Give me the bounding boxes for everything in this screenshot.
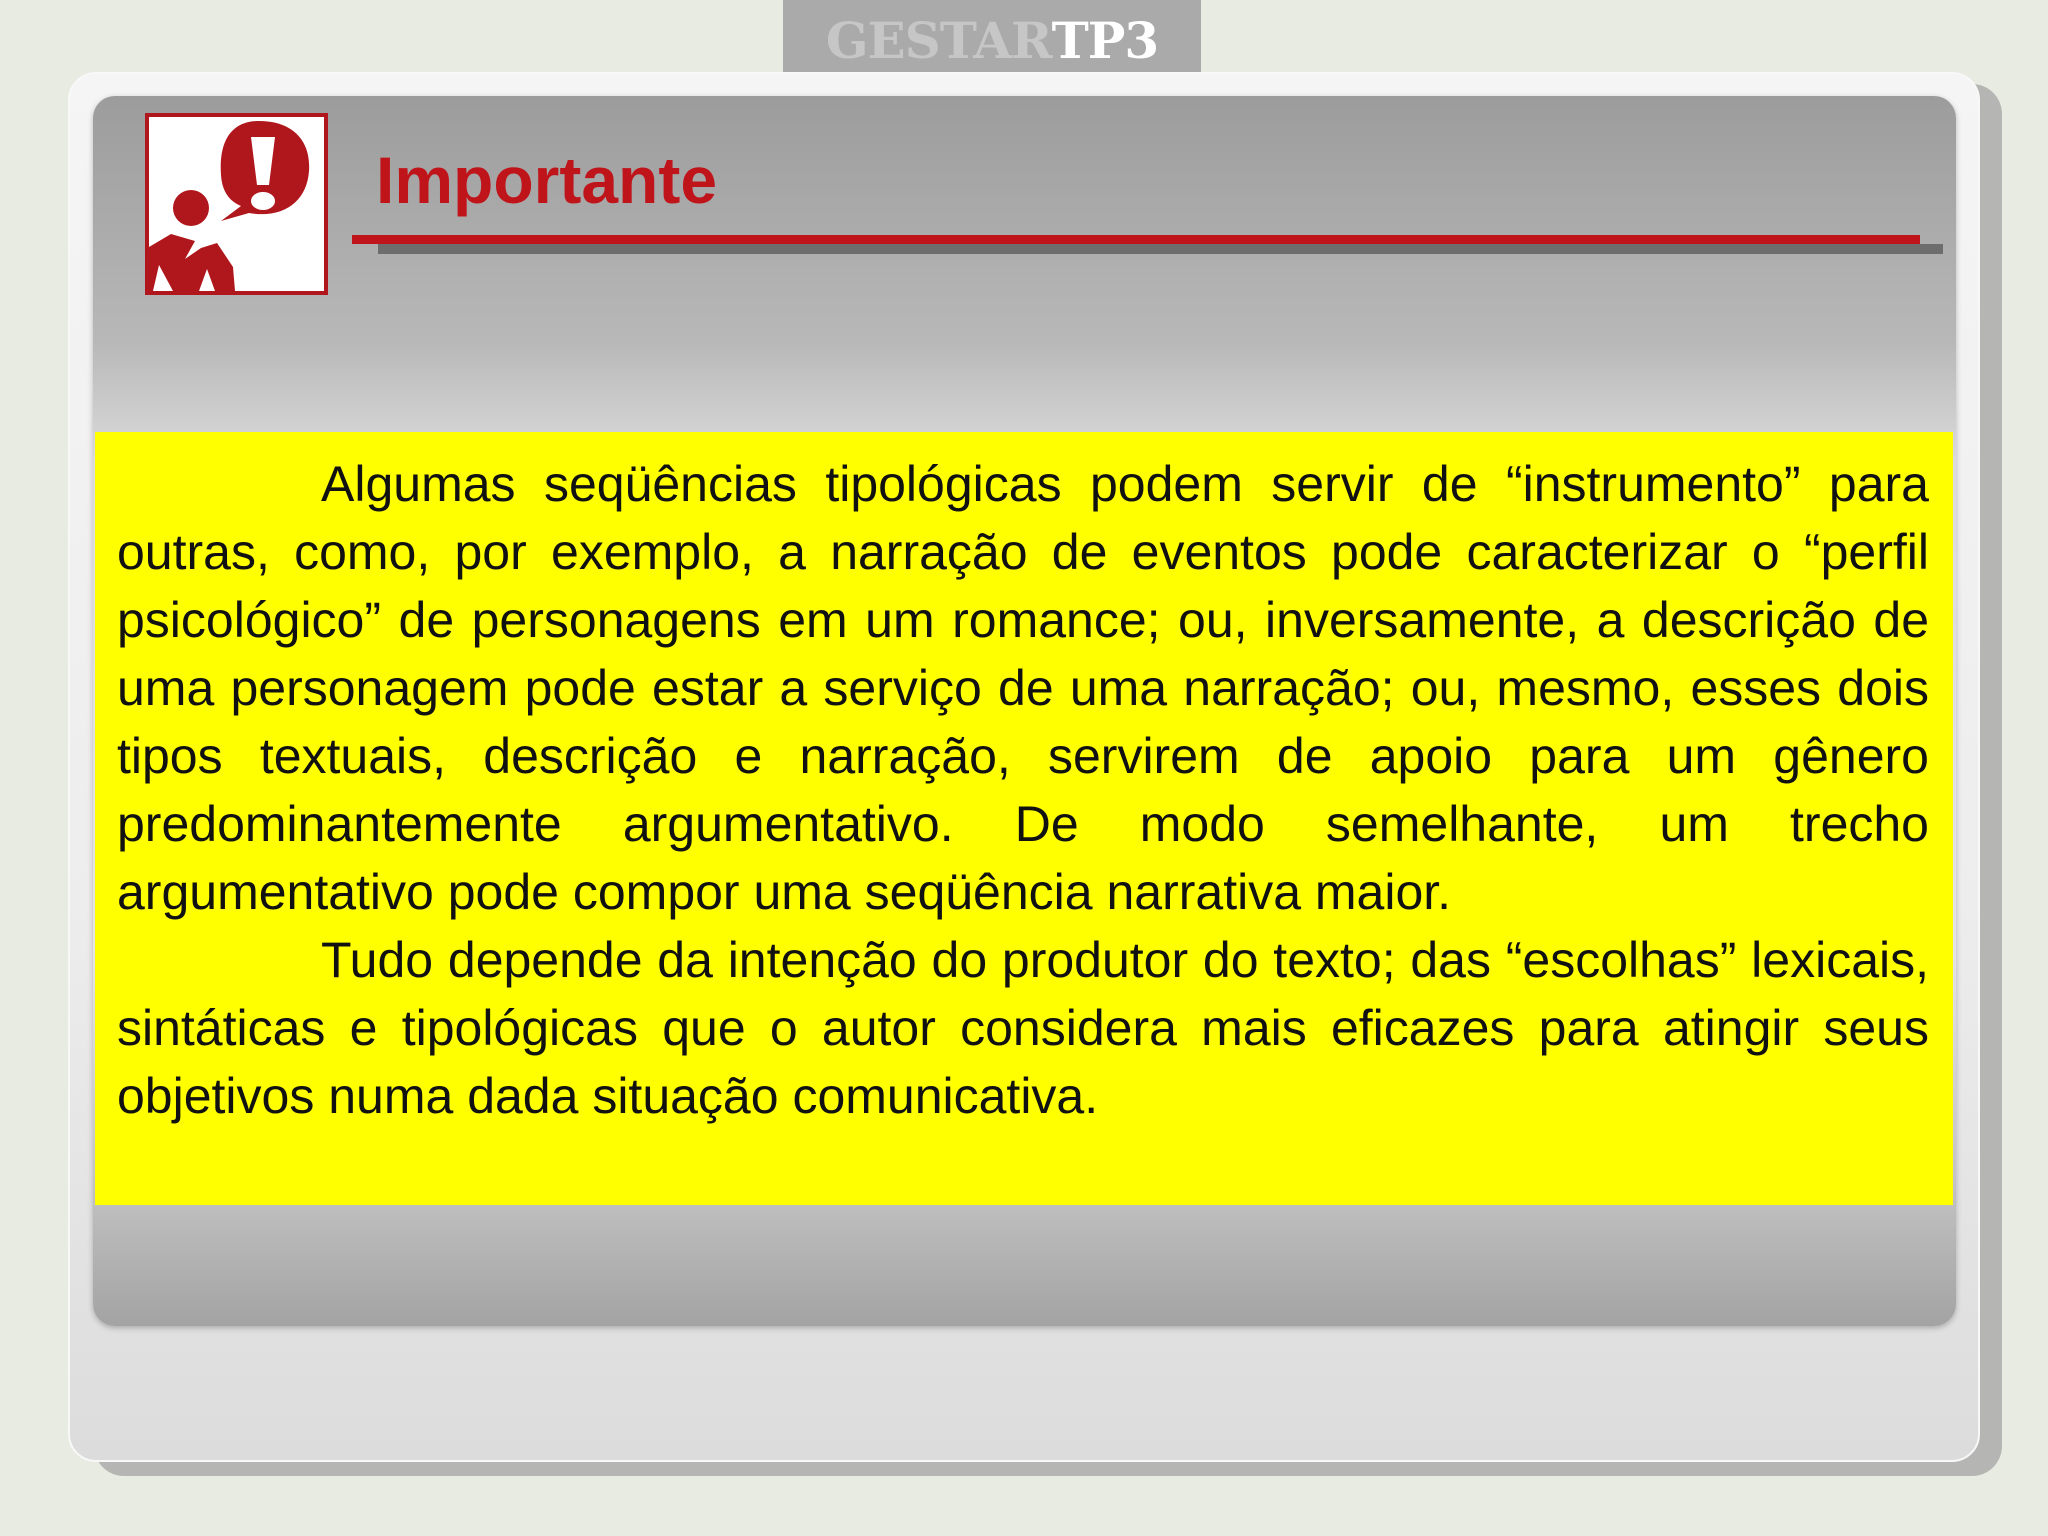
logo-tab	[783, 0, 1201, 80]
person-speech-exclamation-icon	[145, 113, 328, 295]
page-title: Importante	[376, 143, 718, 217]
logo-text-tp3: TP3	[1051, 10, 1159, 70]
logo-text-gestar: GESTAR	[825, 10, 1052, 70]
body-paragraph-1: Algumas seqüências tipológicas podem servir de “instrumento” para outras, como, por exemplo, a narração de eventos pode caracterizar o “perfil psicológico” de personagens em um romance; ou, inversamente, a descrição de uma personagem pode estar a serviço de uma narração; ou, mesmo, esses dois tipos textuais, descrição e narração, servirem de apoio para um gênero predominantemente argumentativo. De modo semelhante, um trecho argumentativo pode compor uma seqüência narrativa maior.	[117, 456, 1929, 920]
body-paragraph-2: Tudo depende da intenção do produtor do texto; das “escolhas” lexicais, sintáticas e tipológicas que o autor considera mais eficazes para atingir seus objetivos numa dada situação comunicativa.	[117, 932, 1929, 1124]
title-underline	[352, 235, 1920, 244]
highlighted-text-box	[95, 432, 1953, 1205]
title-underline-shadow	[378, 244, 1943, 254]
